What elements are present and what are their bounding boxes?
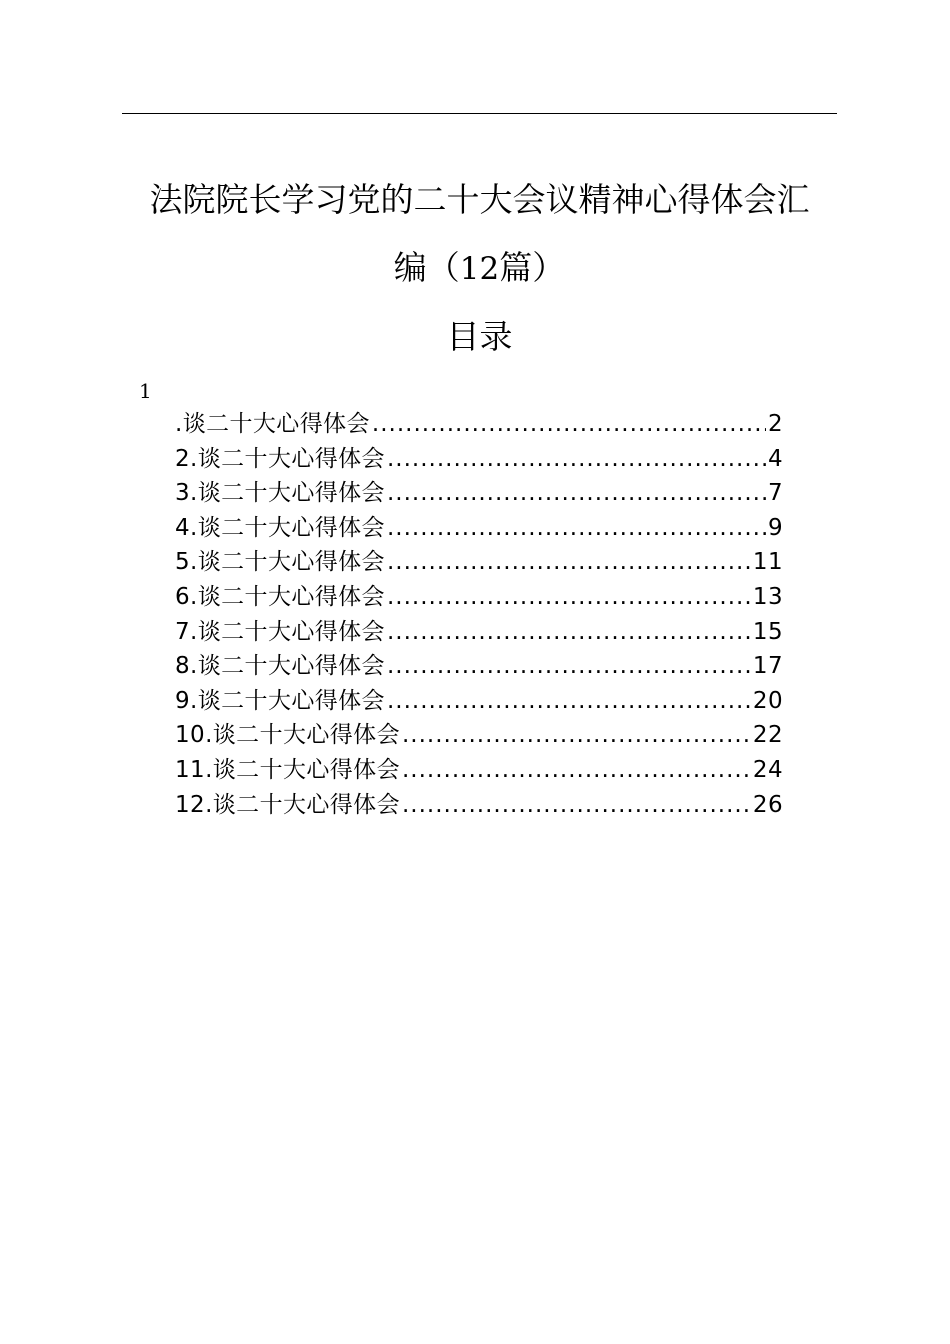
- toc-leader: [387, 476, 766, 511]
- toc-entry[interactable]: [175, 407, 783, 442]
- toc-entry-page: 13: [752, 583, 783, 610]
- toc-entry-label: 10.谈二十大心得体会: [175, 722, 400, 749]
- toc-entry[interactable]: [175, 476, 783, 511]
- toc-leader: [387, 442, 766, 477]
- toc-entry[interactable]: [175, 718, 783, 753]
- toc-entry[interactable]: [175, 511, 783, 546]
- toc-entry-page: 20: [752, 687, 783, 714]
- toc-leader: [387, 615, 751, 650]
- toc-entry-page: 26: [752, 791, 783, 818]
- toc-entry-label: .谈二十大心得体会: [175, 411, 370, 437]
- toc-entry-page: 4: [767, 445, 783, 472]
- toc-entry-page: 15: [752, 618, 783, 645]
- title-line-2-prefix: 编（: [393, 248, 460, 287]
- toc-entry-label: 11.谈二十大心得体会: [175, 756, 400, 783]
- toc-entry-page: 9: [767, 514, 783, 541]
- toc-leader: [402, 753, 751, 788]
- document-title-line-1: 法院院长学习党的二十大会议精神心得体会汇: [149, 180, 810, 219]
- toc-leader: [387, 580, 751, 615]
- toc-entry-page: 24: [752, 756, 783, 783]
- header-rule: [122, 113, 837, 114]
- toc-entry-label: 3.谈二十大心得体会: [175, 480, 385, 507]
- toc-leader: [387, 684, 751, 719]
- toc-entry[interactable]: [175, 684, 783, 719]
- toc-leader: [387, 545, 751, 580]
- toc-entry-label: 2.谈二十大心得体会: [175, 445, 385, 472]
- toc-entry[interactable]: [175, 442, 783, 477]
- toc-entry[interactable]: [175, 580, 783, 615]
- toc-leader: [387, 649, 751, 684]
- orphan-number: 1: [139, 379, 152, 403]
- toc-leader: [402, 718, 751, 753]
- toc-entry[interactable]: [175, 753, 783, 788]
- toc-leader: [387, 511, 766, 546]
- title-line-2-suffix: 篇）: [499, 248, 566, 287]
- title-count: 12: [459, 251, 500, 287]
- toc-entry[interactable]: [175, 788, 783, 823]
- toc-entry-page: 22: [752, 722, 783, 749]
- toc-entry-page: 11: [752, 549, 783, 576]
- toc-heading: 目录: [446, 317, 513, 356]
- toc-entry[interactable]: [175, 545, 783, 580]
- toc-entry-label: 12.谈二十大心得体会: [175, 791, 400, 818]
- toc-entry-label: 4.谈二十大心得体会: [175, 514, 385, 541]
- toc-entry-page: 17: [752, 653, 783, 680]
- toc-entry-label: 7.谈二十大心得体会: [175, 618, 385, 645]
- toc-leader: [372, 407, 766, 442]
- toc-entry-label: 8.谈二十大心得体会: [175, 653, 385, 680]
- toc-entry-label: 5.谈二十大心得体会: [175, 549, 385, 576]
- toc-entry-page: 7: [767, 480, 783, 507]
- toc-list: [175, 407, 783, 822]
- document-title-line-2: [122, 248, 837, 289]
- toc-entry[interactable]: [175, 649, 783, 684]
- toc-entry-label: 9.谈二十大心得体会: [175, 687, 385, 714]
- toc-entry[interactable]: [175, 615, 783, 650]
- toc-entry-label: 6.谈二十大心得体会: [175, 583, 385, 610]
- toc-entry-page: 2: [767, 411, 783, 437]
- toc-leader: [402, 788, 751, 823]
